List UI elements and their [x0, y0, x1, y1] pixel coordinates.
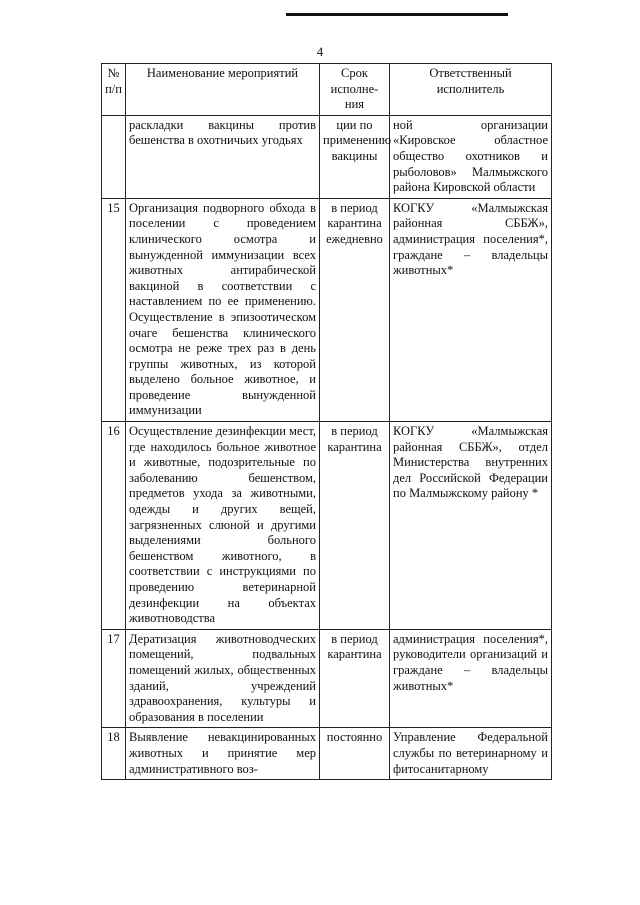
header-term-line2: исполне-: [330, 81, 379, 96]
header-term-line3: ния: [344, 97, 365, 112]
row-responsible: ной организации «Кировское областное общество охотников и рыболовов» Малмыжского района Кировской области: [390, 115, 552, 198]
table-header-row: [102, 64, 552, 116]
table-row: [102, 115, 552, 198]
header-term: [320, 64, 390, 116]
row-measure: Организация подворного обхода в поселении с проведением клинического осмотра и вынужденной иммунизации всех животных антирабической вакциной в соответствии с наставлением по ее применению. Осуществление в эпизоотическом очаге бешенства клинического осмотра не реже трех раз в день группы животных, из которой выделено больное животное, и проведение вынужденной иммунизации: [126, 198, 320, 421]
row-measure: раскладки вакцины против бешенства в охотничьих угодьях: [126, 115, 320, 198]
row-term: ции по применению вакцины: [320, 115, 390, 198]
header-responsible-line2: исполнитель: [436, 81, 505, 96]
row-number: 18: [102, 728, 126, 780]
table-row: [102, 198, 552, 421]
header-number-line1: №: [107, 66, 120, 80]
row-number: [102, 115, 126, 198]
measures-table: [101, 63, 552, 780]
row-term: в период карантина: [320, 422, 390, 630]
row-measure: Выявление невакцинированных животных и принятие мер административного воз-: [126, 728, 320, 780]
row-term: в период карантина ежедневно: [320, 198, 390, 421]
row-measure: Дератизация животноводческих помещений, подвальных помещений жилых, общественных зданий, учреждений здравоохранения, культуры и образования в поселении: [126, 629, 320, 728]
table-row: [102, 629, 552, 728]
header-term-line1: Срок: [341, 66, 368, 80]
header-number-line2: п/п: [105, 81, 122, 96]
header-name: Наименование мероприятий: [126, 64, 320, 116]
header-responsible: [390, 64, 552, 116]
row-responsible: администрация поселения*, руководители организаций и граждане – владельцы животных*: [390, 629, 552, 728]
table-row: [102, 422, 552, 630]
header-responsible-line1: Ответственный: [429, 66, 512, 80]
row-term: в период карантина: [320, 629, 390, 728]
page-number: 4: [316, 44, 324, 59]
row-number: 15: [102, 198, 126, 421]
row-number: 17: [102, 629, 126, 728]
row-responsible: КОГКУ «Малмыжская районная СББЖ», администрация поселения*, граждане – владельцы животных*: [390, 198, 552, 421]
row-responsible: КОГКУ «Малмыжская районная СББЖ», отдел Министерства внутренних дел Российской Федерации по Малмыжскому району *: [390, 422, 552, 630]
header-number: [102, 64, 126, 116]
top-rule: [286, 13, 508, 16]
row-measure: Осуществление дезинфекции мест, где находилось больное животное и животные, подозрительные по заболеванию бешенством, предметов ухода за животными, одежды и других вещей, загрязненных слюной и другими выделениями больного бешенством животного, в соответствии с инструкциями по проведению ветеринарной дезинфекции на объектах животноводства: [126, 422, 320, 630]
table-row: [102, 728, 552, 780]
row-responsible: Управление Федеральной службы по ветеринарному и фитосанитарному: [390, 728, 552, 780]
row-number: 16: [102, 422, 126, 630]
row-term: постоянно: [320, 728, 390, 780]
